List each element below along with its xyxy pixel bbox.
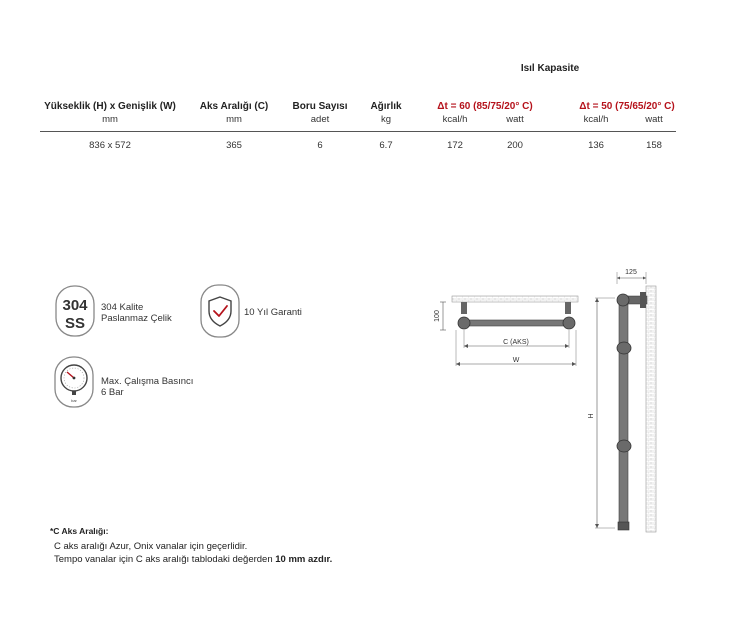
- cell-axis: 365: [226, 140, 242, 151]
- col-header-axis: Aks Aralığı (C): [199, 101, 269, 112]
- col-unit-delta60-kcal: kcal/h: [442, 114, 468, 125]
- cell-size: 836 x 572: [89, 140, 131, 151]
- cell-d50-kcal: 136: [588, 140, 604, 151]
- note-line-2-end: .: [329, 554, 333, 565]
- group-title: Isıl Kapasite: [520, 63, 580, 74]
- cell-weight: 6.7: [379, 140, 393, 151]
- table-divider: [40, 131, 676, 132]
- col-unit-delta60-watt: watt: [506, 114, 524, 125]
- note-line-2-text: Tempo vanalar için C aks aralığı tablodaki değerden: [54, 554, 276, 565]
- col-unit-delta50-kcal: kcal/h: [583, 114, 609, 125]
- col-unit-axis: mm: [226, 114, 242, 125]
- dim-height-label: H: [588, 413, 595, 419]
- note-line-2-emphasis: 10 mm azdır: [275, 554, 330, 565]
- top-view-drawing: [434, 296, 578, 366]
- pressure-gauge-icon: [52, 355, 96, 409]
- dim-side-depth-label: 125: [625, 269, 637, 276]
- col-header-pipes: Boru Sayısı: [292, 101, 348, 112]
- col-unit-delta50-watt: watt: [645, 114, 663, 125]
- col-unit-pipes: adet: [310, 114, 330, 125]
- dim-depth-label: 100: [434, 310, 441, 322]
- cell-d60-watt: 200: [507, 140, 523, 151]
- cell-pipes: 6: [317, 140, 323, 151]
- col-header-delta50: Δt = 50 (75/65/20° C): [579, 101, 675, 112]
- gauge-unit-label: bar: [71, 398, 77, 403]
- cell-d60-kcal: 172: [447, 140, 463, 151]
- cell-d50-watt: 158: [646, 140, 662, 151]
- col-unit-size: mm: [102, 114, 118, 125]
- warranty-shield-icon: [198, 282, 242, 340]
- col-header-size: Yükseklik (H) x Genişlik (W): [44, 101, 176, 112]
- steel-label-2: Paslanmaz Çelik: [101, 313, 172, 324]
- note-title: *C Aks Aralığı:: [50, 526, 109, 536]
- dim-axis-label: C (AKS): [503, 339, 529, 346]
- note-line-1: C aks aralığı Azur, Onix vanalar için geçerlidir.: [54, 541, 248, 552]
- steel-badge-bottom: SS: [64, 315, 86, 332]
- side-view-drawing: [588, 269, 656, 532]
- steel-badge-icon: [52, 282, 98, 340]
- steel-label-1: 304 Kalite: [101, 302, 144, 313]
- technical-drawing: [420, 258, 670, 538]
- col-header-delta60: Δt = 60 (85/75/20° C): [437, 101, 533, 112]
- steel-badge-top: 304: [62, 297, 88, 314]
- dim-width-label: W: [512, 357, 520, 364]
- col-unit-weight: kg: [380, 114, 392, 125]
- pressure-label-1: Max. Çalışma Basıncı: [101, 376, 194, 387]
- pressure-label-2: 6 Bar: [101, 387, 124, 398]
- note-line-2: [54, 553, 332, 566]
- warranty-label: 10 Yıl Garanti: [244, 307, 302, 318]
- col-header-weight: Ağırlık: [370, 101, 402, 112]
